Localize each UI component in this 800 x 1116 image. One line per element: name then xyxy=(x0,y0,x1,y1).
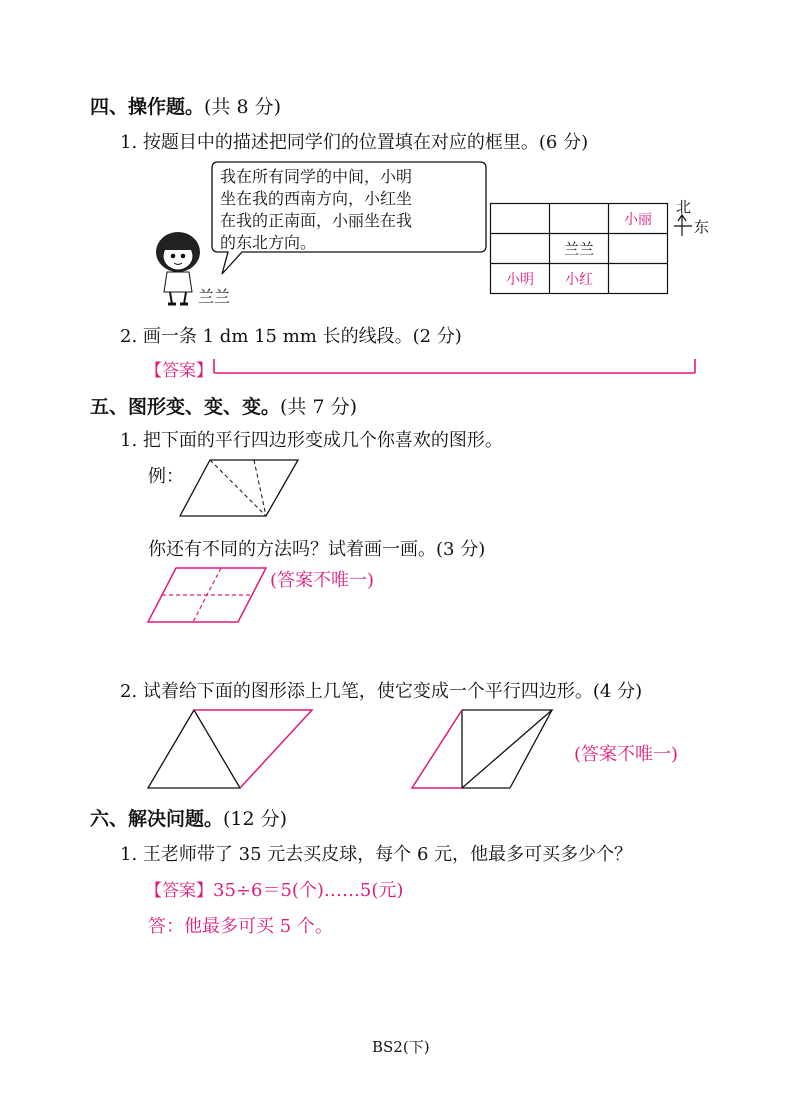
question-4-2: 2. 画一条 1 dm 15 mm 长的线段。(2 分) xyxy=(120,326,462,347)
grid-cell-r3c1: 小明 xyxy=(506,272,534,288)
section-4-title: 四、操作题。 xyxy=(90,96,205,118)
bubble-line: 我在所有同学的中间，小明 xyxy=(220,167,413,186)
answer-line-segment xyxy=(212,358,702,376)
section-4-points: (共 8 分) xyxy=(204,96,282,118)
section-5-points: (共 7 分) xyxy=(280,396,358,418)
answer-parallelogram xyxy=(146,566,270,626)
bubble-line: 坐在我的西南方向，小红坐 xyxy=(220,189,413,208)
grid-cell-r3c2: 小红 xyxy=(565,272,593,288)
answer-note: (答案不唯一) xyxy=(574,744,679,765)
speaker-name: 兰兰 xyxy=(198,287,231,306)
answer-note: (答案不唯一) xyxy=(270,570,375,591)
answer-line-1 xyxy=(145,876,403,902)
question-6-1: 1. 王老师带了 35 元去买皮球，每个 6 元，他最多可买多少个？ xyxy=(120,844,633,865)
compass-east-label: 东 xyxy=(694,218,710,236)
example-parallelogram xyxy=(178,458,302,520)
example-label: 例： xyxy=(148,466,184,487)
grid-cell-r2c2: 兰兰 xyxy=(563,240,595,258)
section-6-title: 六、解决问题。 xyxy=(90,808,224,830)
page-footer: BS2(下) xyxy=(372,1038,430,1056)
section-6-points: (12 分) xyxy=(223,808,288,830)
answer-tag: 【答案】 xyxy=(145,881,213,901)
section-4-heading xyxy=(90,92,281,119)
answer-line-2: 答：他最多可买 5 个。 xyxy=(148,916,333,937)
triangle-to-parallelogram xyxy=(146,708,316,792)
compass-north-label: 北 xyxy=(676,198,692,216)
question-5-2: 2. 试着给下面的图形添上几笔，使它变成一个平行四边形。(4 分) xyxy=(120,681,643,702)
bubble-text xyxy=(220,166,412,254)
question-5-1-prompt: 你还有不同的方法吗？试着画一画。(3 分) xyxy=(148,539,486,560)
answer-tag: 【答案】 xyxy=(145,361,213,381)
question-4-1: 1. 按题目中的描述把同学们的位置填在对应的框里。(6 分) xyxy=(120,132,589,153)
section-6-heading xyxy=(90,804,287,831)
bubble-line: 的东北方向。 xyxy=(220,233,317,252)
answer-calculation: 35÷6＝5(个)……5(元) xyxy=(213,880,404,901)
section-5-heading xyxy=(90,392,357,419)
question-5-1: 1. 把下面的平行四边形变成几个你喜欢的图形。 xyxy=(120,430,503,451)
bubble-line: 在我的正南面，小丽坐在我 xyxy=(220,211,413,230)
position-grid xyxy=(490,203,670,295)
section-5-title: 五、图形变、变、变。 xyxy=(90,396,281,418)
compass-icon xyxy=(672,214,696,238)
right-triangle-to-parallelogram xyxy=(410,708,556,792)
grid-cell-r1c3: 小丽 xyxy=(624,212,652,228)
